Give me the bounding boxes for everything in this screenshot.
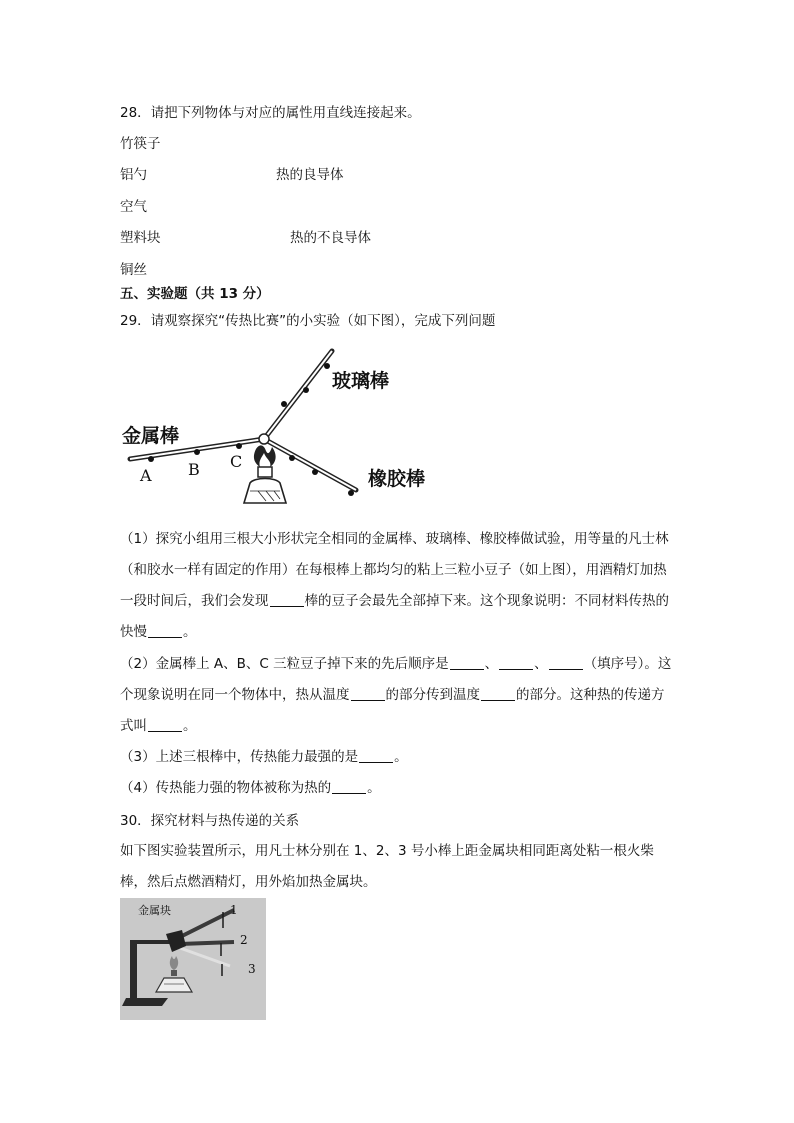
label-rod-1: 1 [230, 903, 238, 917]
bean-b [194, 449, 200, 455]
heat-race-figure [118, 345, 438, 505]
q29-part-2: （2）金属棒上 A、B、C 三粒豆子掉下来的先后顺序是 、 、 （填序号）。这个现象说明在同一个物体中，热从温度 的部分传到温度 的部分。这种热的传递方式叫 。 [120, 656, 672, 734]
q28-left-item: 空气 [120, 199, 147, 215]
rod-joint [259, 434, 269, 444]
answer-blank[interactable] [481, 688, 515, 701]
q29-part-1: （1）探究小组用三根大小形状完全相同的金属棒、玻璃棒、橡胶棒做试验，用等量的凡士林（和胶水一样有固定的作用）在每根棒上都均匀的粘上三粒小豆子（如上图），用酒精灯加热一段时间后，我们会发现 棒的豆子会最先全部掉下来。这个现象说明：不同材料传热的快慢 。 [120, 531, 669, 640]
label-rubber-rod: 橡胶棒 [368, 468, 426, 490]
answer-blank[interactable] [332, 781, 366, 794]
flame-icon [254, 445, 276, 467]
q28-left-item: 竹筷子 [120, 136, 161, 152]
q28-left-item: 铜丝 [120, 262, 147, 278]
q28-right-item: 热的良导体 [276, 167, 344, 183]
lamp-wick [171, 970, 177, 976]
answer-blank[interactable] [499, 657, 533, 670]
bean-glass [281, 401, 287, 407]
label-point-c: C [230, 452, 243, 471]
q29-part-3: （3）上述三根棒中，传热能力最强的是 。 [120, 749, 408, 765]
bean-rubber [348, 490, 354, 496]
answer-blank[interactable] [359, 750, 393, 763]
bean-rubber [312, 469, 318, 475]
bean-c [236, 443, 242, 449]
stand-base [122, 998, 168, 1006]
answer-blank[interactable] [148, 719, 182, 732]
bean-glass [324, 363, 330, 369]
label-rod-2: 2 [240, 933, 248, 947]
answer-blank[interactable] [549, 657, 583, 670]
rod-2 [180, 942, 234, 944]
q28-left-item: 铝勺 [120, 167, 147, 183]
answer-blank[interactable] [351, 688, 385, 701]
q30-title: 30．探究材料与热传递的关系 [120, 813, 300, 829]
bean-a [148, 456, 154, 462]
q28-title: 28．请把下列物体与对应的属性用直线连接起来。 [120, 105, 421, 121]
heat-conduction-apparatus-figure [120, 898, 266, 1020]
q29-title: 29．请观察探究“传热比赛”的小实验（如下图），完成下列问题 [120, 313, 496, 329]
label-point-b: B [188, 460, 200, 479]
lamp-neck [258, 467, 272, 477]
q30-text: 如下图实验装置所示，用凡士林分别在 1、2、3 号小棒上距金属块相同距离处粘一根火柴棒，然后点燃酒精灯，用外焰加热金属块。 [120, 843, 654, 890]
label-metal-rod: 金属棒 [122, 425, 180, 447]
q29-part-4: （4）传热能力强的物体被称为热的 。 [120, 780, 381, 796]
label-metal-block: 金属块 [138, 904, 171, 917]
stand-pole [130, 940, 137, 1000]
section-title: 五、实验题（共 13 分） [120, 286, 270, 302]
bean-glass [303, 387, 309, 393]
q28-left-item: 塑料块 [120, 230, 161, 246]
label-glass-rod: 玻璃棒 [332, 370, 390, 392]
q28-right-item: 热的不良导体 [290, 230, 371, 246]
answer-blank[interactable] [270, 594, 304, 607]
glass-rod-highlight [264, 351, 332, 439]
label-rod-3: 3 [248, 962, 256, 976]
answer-blank[interactable] [148, 625, 182, 638]
label-point-a: A [140, 466, 152, 485]
answer-blank[interactable] [450, 657, 484, 670]
bean-rubber [289, 455, 295, 461]
